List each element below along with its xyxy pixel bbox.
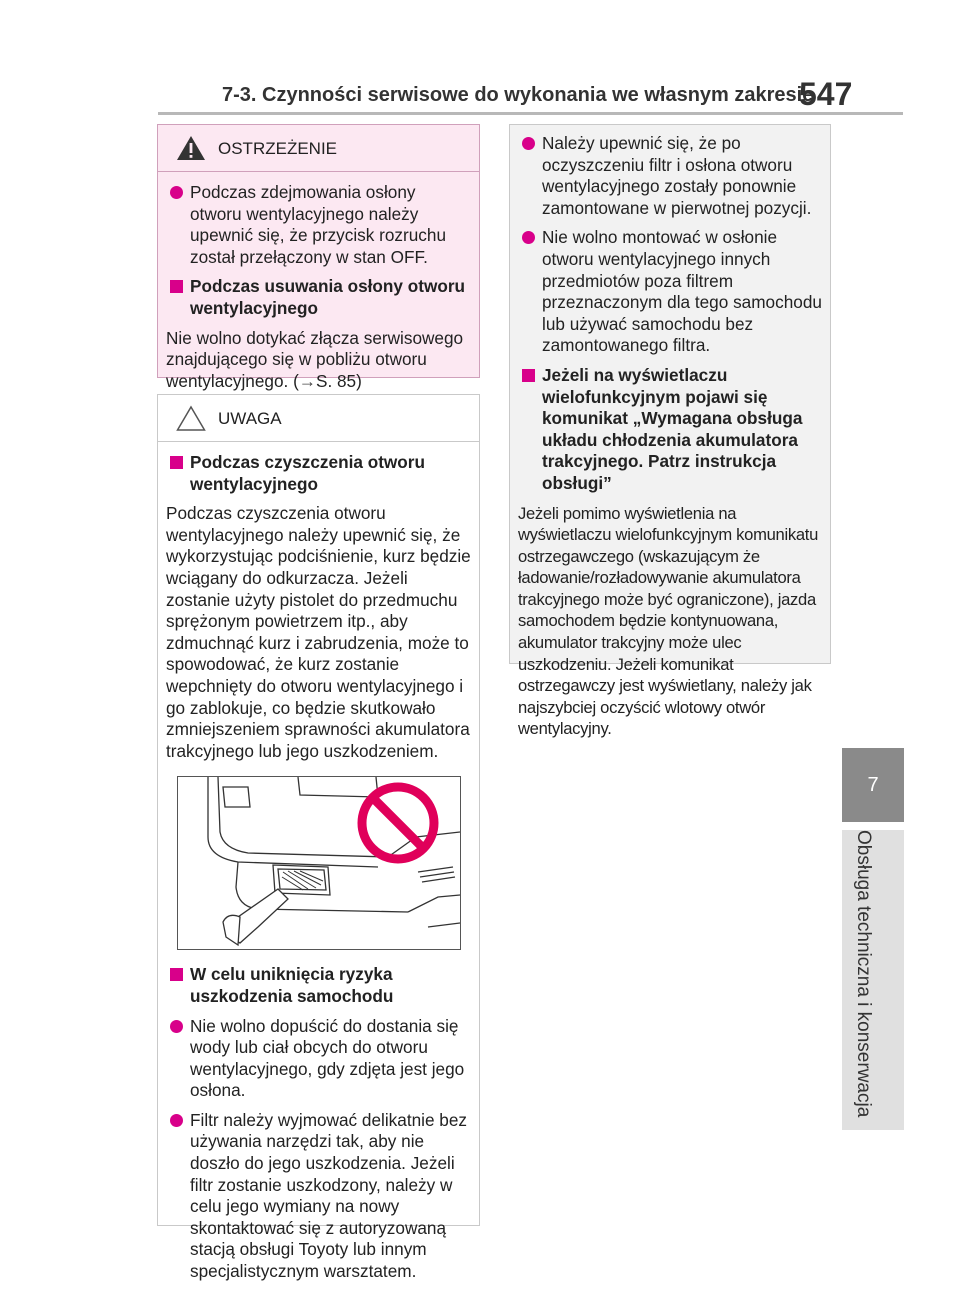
warning-header — [158, 125, 479, 172]
caution-title: UWAGA — [218, 409, 282, 428]
caution-header — [158, 395, 479, 442]
warning-paragraph — [166, 328, 471, 393]
header-title: 7-3. Czynności serwisowe do wykonania we własnym zakresie — [222, 84, 814, 106]
warning-title: OSTRZEŻENIE — [218, 139, 338, 158]
caution-triangle-icon — [176, 405, 206, 431]
warning-triangle-icon — [176, 135, 206, 161]
page-reference-link[interactable]: S. 85) — [315, 370, 362, 391]
caution-bullet: Należy upewnić się, że po oczyszczeniu filtr i osłona otworu wentylacyjnego zostały ponownie zamontowane w pierwotnej pozycji. — [518, 133, 822, 219]
warning-subheading: Podczas usuwania osłony otworu wentylacyjnego — [166, 276, 471, 319]
caution-continued-box — [509, 124, 831, 739]
vent-cleaning-illustration — [177, 776, 461, 950]
caution-subheading: Jeżeli na wyświetlaczu wielofunkcyjnym pojawi się komunikat „Wymagana obsługa układu chłodzenia akumulatora trakcyjnego. Patrz instrukcja obsługi” — [518, 365, 822, 495]
caution-bullet: Filtr należy wyjmować delikatnie bez używania narzędzi tak, aby nie doszło do jego uszkodzenia. Jeżeli filtr zostanie uszkodzony, należy w celu jego wymiany na nowy skontaktować się z autoryzowaną stacją obsługi Toyoty lub innym specjalistycznym warsztatem. — [166, 1110, 471, 1283]
page-ref-arrow-icon: → — [298, 370, 316, 391]
caution-paragraph: Podczas czyszczenia otworu wentylacyjnego należy upewnić się, że wykorzystując podciśnienie, kurz będzie wciągany do odkurzacza. Jeżeli zostanie użyty pistolet do przedmuchu sprężonym powietrzem itp., aby zdmuchnąć kurz i zabrudzenia, może to spowodować, że kurz zostanie wepchnięty do otworu wentylacyjnego i go zablokuje, co będzie skutkowało zmniejszeniem sprawności akumulatora trakcyjnego lub jego uszkodzeniem. — [166, 503, 471, 761]
prohibition-icon — [362, 787, 434, 859]
caution-box — [157, 394, 480, 1282]
chapter-tab-number[interactable]: 7 — [842, 748, 904, 822]
header-divider — [158, 112, 903, 115]
caution-bullet: Nie wolno montować w osłonie otworu wentylacyjnego innych przedmiotów poza filtrem przeznaczonym dla tego samochodu lub używać samochodu bez zamontowanego filtra. — [518, 227, 822, 357]
warning-box — [157, 124, 480, 391]
warning-paragraph-text: Nie wolno dotykać złącza serwisowego znajdującego się w pobliżu otworu wentylacyjnego. ( — [166, 327, 464, 391]
vent-illustration-drawing — [178, 777, 460, 949]
caution-paragraph: Jeżeli pomimo wyświetlenia na wyświetlaczu wielofunkcyjnym komunikatu ostrzegawczego (wskazującym że ładowanie/rozładowywanie akumulatora trakcyjnego może być ograniczone), jazda samochodem będzie kontynuowana, akumulator trakcyjny może ulec uszkodzeniu. Jeżeli komunikat ostrzegawczy jest wyświetlany, należy jak najszybciej oczyścić wlotowy otwór wentylacyjny. — [518, 503, 819, 739]
caution-subheading: W celu uniknięcia ryzyka uszkodzenia samochodu — [166, 964, 471, 1007]
chapter-tab-label-text: Obsługa techniczna i konserwacja — [853, 830, 874, 1118]
caution-bullet: Nie wolno dopuścić do dostania się wody lub ciał obcych do otworu wentylacyjnego, gdy zdjęta jest jego osłona. — [166, 1016, 471, 1102]
caution-subheading: Podczas czyszczenia otworu wentylacyjnego — [166, 452, 471, 495]
page-number: 547 — [799, 76, 853, 112]
chapter-tab-label[interactable] — [842, 830, 904, 1130]
warning-bullet: Podczas zdejmowania osłony otworu wentylacyjnego należy upewnić się, że przycisk rozruchu został przełączony w stan OFF. — [166, 182, 471, 268]
